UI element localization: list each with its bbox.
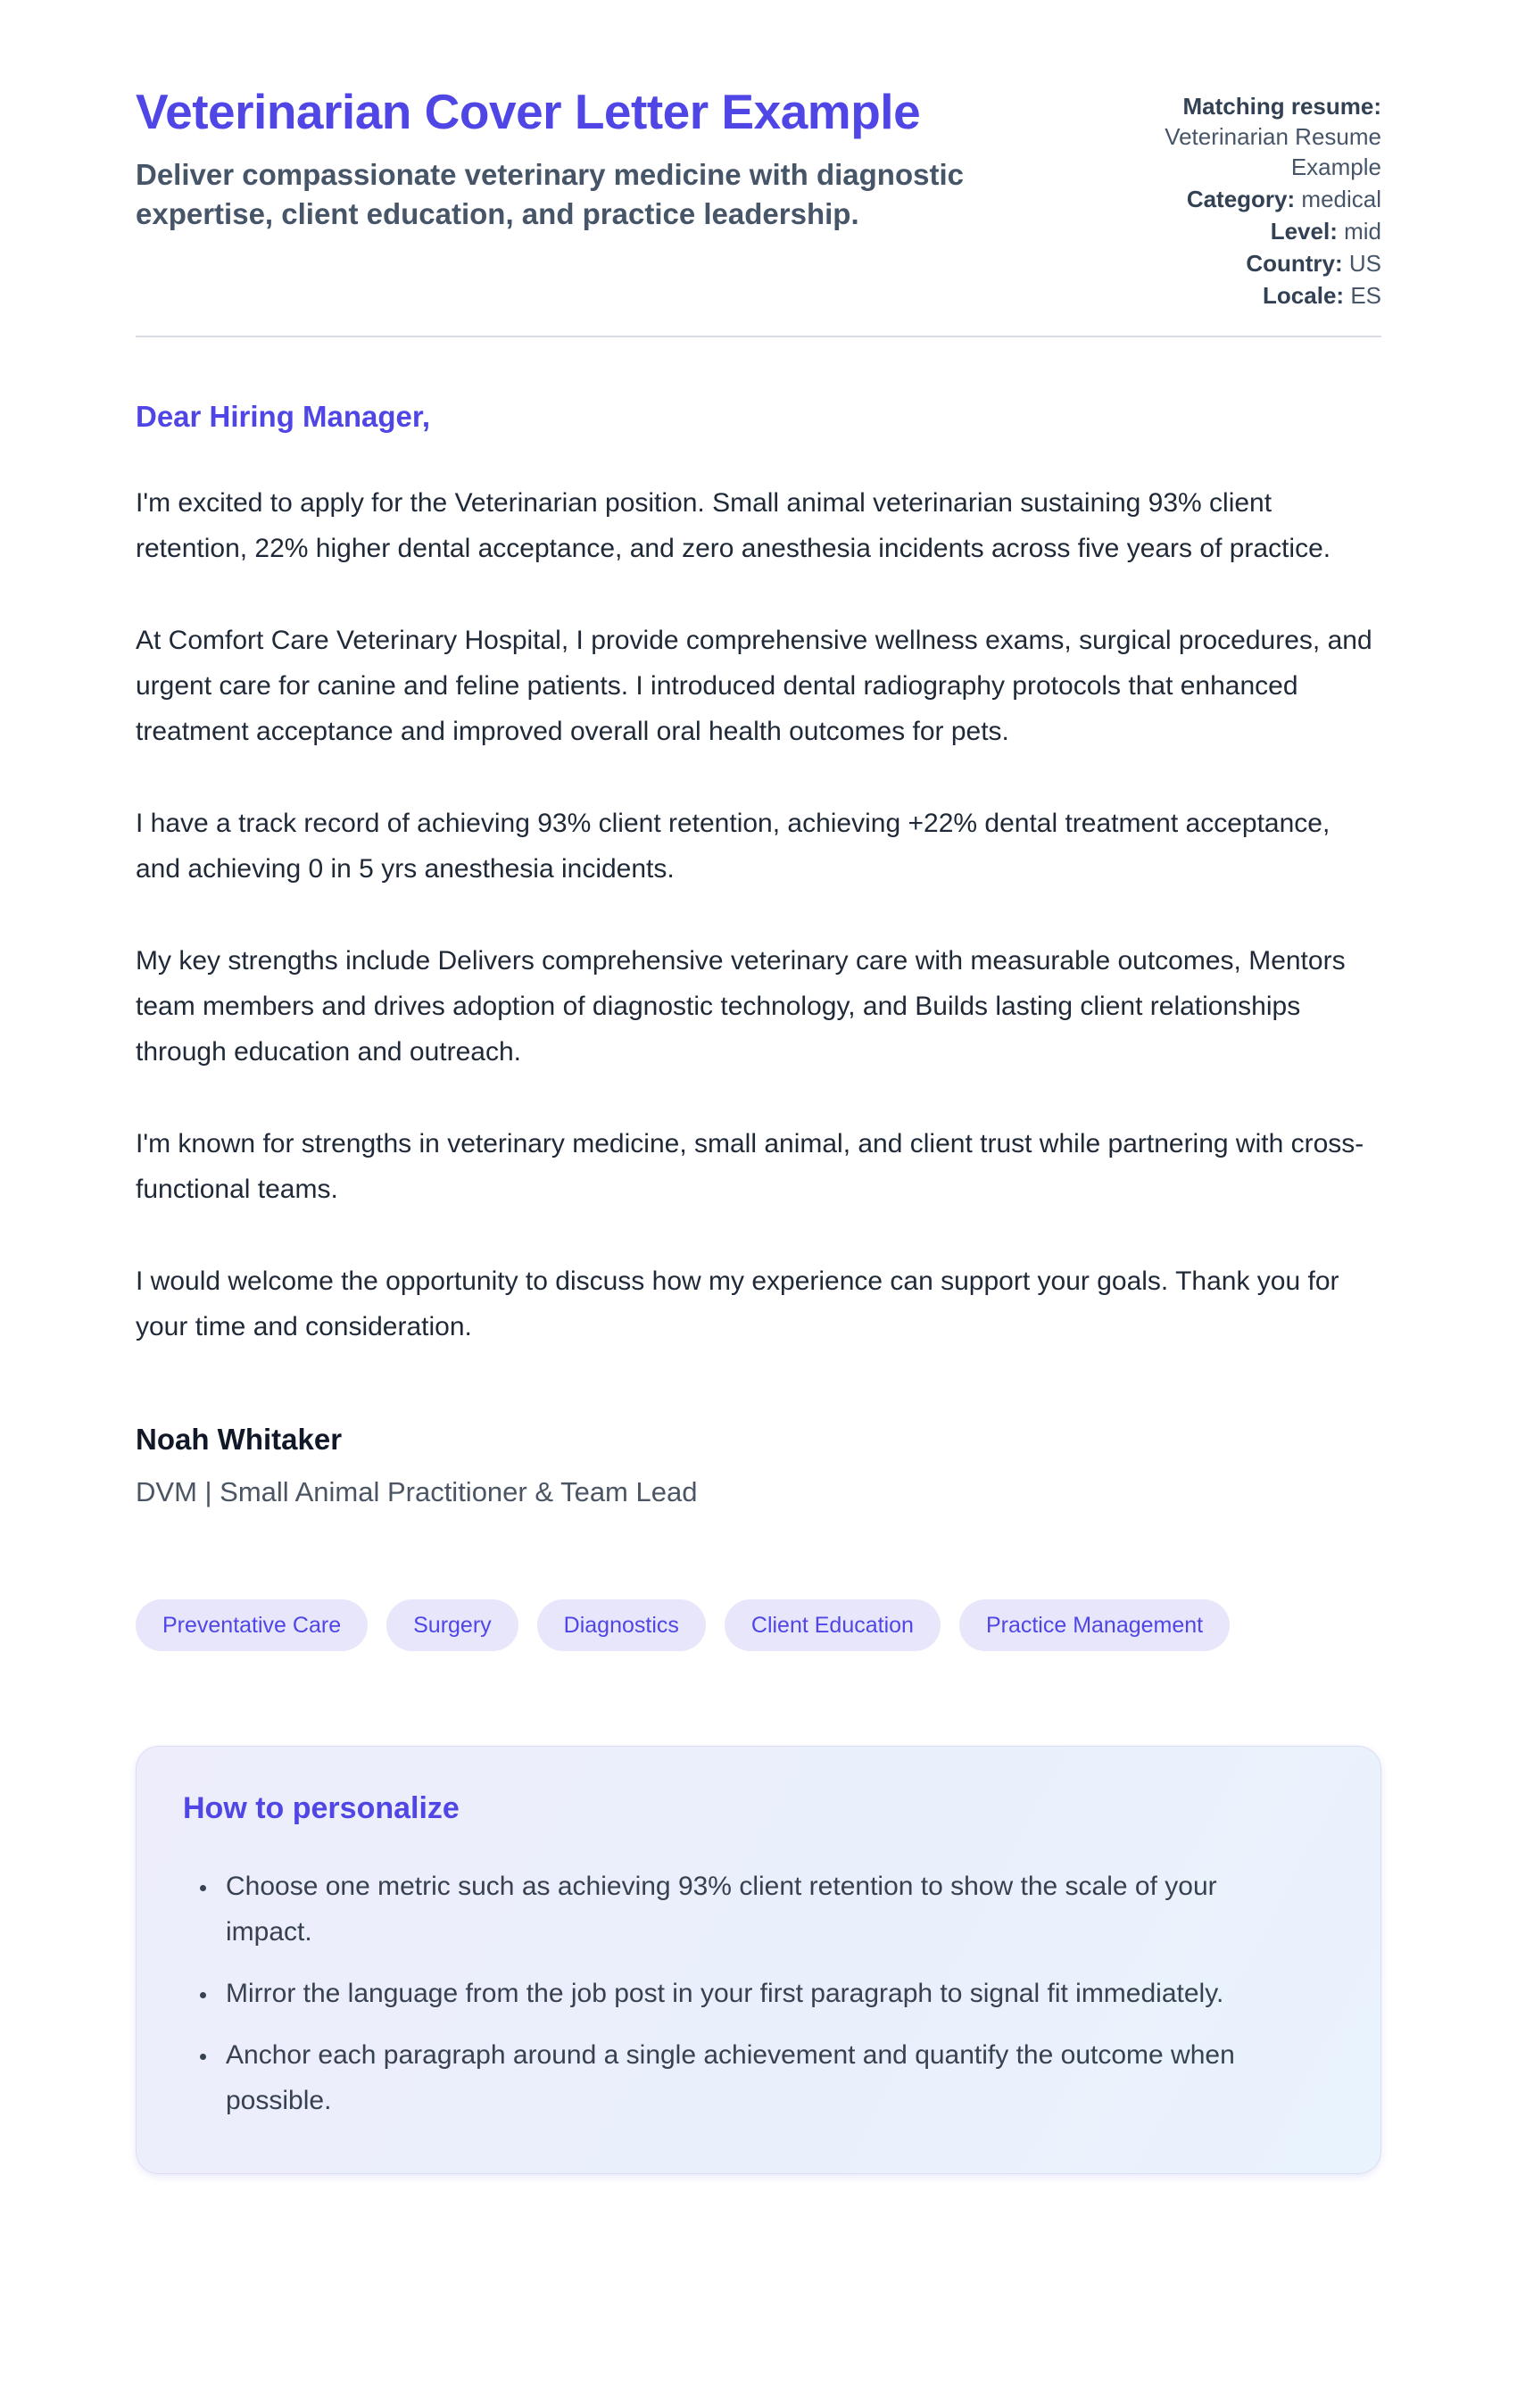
meta-label-locale: Locale: (1263, 282, 1345, 310)
cover-letter (136, 400, 1381, 1508)
page-title: Veterinarian Cover Letter Example (136, 84, 921, 139)
signature-role: DVM | Small Animal Practitioner & Team Lead (136, 1476, 698, 1508)
meta-value-locale: ES (1350, 282, 1381, 310)
meta-row-locale (1096, 280, 1381, 311)
letter-paragraph: I would welcome the opportunity to discuss how my experience can support your goals. Thank you for your time and consideration. (136, 1266, 1339, 1342)
letter-paragraph: I have a track record of achieving 93% client retention, achieving +22% dental treatment acceptance, and achieving 0 in 5 yrs anesthesia incidents. (136, 809, 1330, 884)
signature-name: Noah Whitaker (136, 1423, 343, 1457)
meta-label-category: Category: (1186, 186, 1296, 213)
tag-list (136, 1599, 1381, 1651)
meta-label-country: Country: (1246, 250, 1343, 278)
page-content (136, 0, 1381, 2174)
title-block (136, 82, 966, 233)
letter-paragraph: I'm known for strengths in veterinary medicine, small animal, and client trust while partnering with cross-functional teams. (136, 1129, 1364, 1205)
matching-resume (1096, 91, 1381, 182)
divider (136, 336, 1381, 337)
tag-diagnostics[interactable]: Diagnostics (537, 1599, 706, 1651)
tag-surgery[interactable]: Surgery (386, 1599, 518, 1651)
personalize-box (136, 1746, 1381, 2174)
letter-paragraph: At Comfort Care Veterinary Hospital, I provide comprehensive wellness exams, surgical procedures, and urgent care for canine and feline patients. I introduced dental radiography protocols that enhanced treatment acceptance and improved overall oral health outcomes for pets. (136, 626, 1372, 747)
letter-paragraph: My key strengths include Delivers comprehensive veterinary care with measurable outcomes, Mentors team members and drives adoption of diagnostic technology, and Builds lasting client relationships through education and outreach. (136, 946, 1346, 1067)
tag-preventative-care[interactable]: Preventative Care (136, 1599, 368, 1651)
matching-resume-link[interactable]: Veterinarian Resume Example (1165, 123, 1381, 181)
meta-panel (1096, 82, 1381, 311)
personalize-list (183, 1864, 1334, 2123)
meta-label-level: Level: (1270, 218, 1338, 245)
meta-value-category: medical (1301, 186, 1381, 213)
meta-value-level: mid (1344, 218, 1381, 245)
meta-row-country (1096, 248, 1381, 278)
meta-value-country: US (1348, 250, 1381, 278)
personalize-bullet: • Mirror the language from the job post in your first paragraph to signal fit immediately. (219, 1971, 1307, 2016)
letter-greeting: Dear Hiring Manager, (136, 400, 431, 434)
meta-row-category (1096, 184, 1381, 214)
matching-resume-label: Matching resume: (1182, 93, 1381, 120)
header (136, 82, 1381, 311)
personalize-bullet: • Anchor each paragraph around a single achievement and quantify the outcome when possible. (219, 2032, 1307, 2123)
letter-paragraph: I'm excited to apply for the Veterinarian position. Small animal veterinarian sustaining 93% client retention, 22% higher dental acceptance, and zero anesthesia incidents across five years of practice. (136, 488, 1331, 564)
tag-client-education[interactable]: Client Education (725, 1599, 941, 1651)
personalize-bullet: • Choose one metric such as achieving 93% client retention to show the scale of your impact. (219, 1864, 1307, 1955)
page-subtitle: Deliver compassionate veterinary medicine with diagnostic expertise, client education, and practice leadership. (136, 158, 964, 230)
personalize-title: How to personalize (183, 1791, 460, 1826)
tag-practice-management[interactable]: Practice Management (959, 1599, 1230, 1651)
meta-row-level (1096, 216, 1381, 246)
